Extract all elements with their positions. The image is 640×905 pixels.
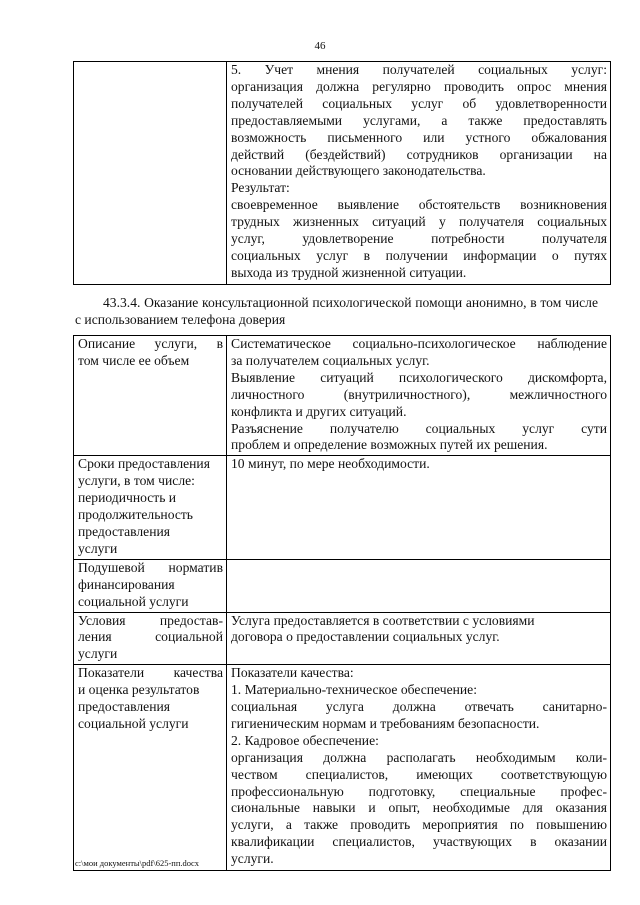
text-line: периодичность и bbox=[78, 490, 177, 506]
text-line: Разъяснение получателю социальных услуг сути bbox=[231, 420, 607, 436]
text-line: 1. Материально-техническое обеспечение: bbox=[231, 682, 477, 698]
text-line: личностного (внутриличностного), межличностного bbox=[231, 386, 607, 402]
text-line: социальной услуги bbox=[78, 715, 189, 731]
text-line: договора о предоставлении социальных услуг. bbox=[231, 629, 500, 645]
text-line: получателей социальных услуг об удовлетворенности bbox=[231, 95, 607, 111]
row-value-conditions bbox=[227, 612, 611, 665]
text-line: 2. Кадровое обеспечение: bbox=[231, 732, 379, 748]
text-line: 5. Учет мнения получателей социальных услуг: bbox=[231, 62, 607, 77]
row-value-description bbox=[227, 336, 611, 456]
text-line: предоставления bbox=[78, 699, 171, 715]
row-value-terms bbox=[227, 456, 611, 559]
text-line: Показатели качества: bbox=[231, 665, 354, 681]
service-table bbox=[73, 335, 611, 871]
text-line: Подушевой норматив bbox=[78, 559, 223, 575]
text-line: услуги, в том числе: bbox=[78, 473, 195, 489]
text-line: услуги, а также проводить мероприятия по повышению bbox=[231, 817, 607, 833]
table-cell-text bbox=[227, 62, 611, 285]
text-line: сиональные навыки и опыт, необходимые для оказания bbox=[231, 800, 607, 816]
row-label-financing bbox=[74, 559, 227, 612]
text-line: том числе ее объем bbox=[78, 352, 190, 368]
text-line: предоставления bbox=[78, 523, 171, 539]
text-line: действий (бездействий) сотрудников организации на bbox=[231, 146, 607, 162]
text-line: 10 минут, по мере необходимости. bbox=[231, 456, 430, 472]
text-line: и оценка результатов bbox=[78, 682, 200, 698]
continuation-table bbox=[73, 61, 611, 285]
section-heading: 43.3.4. Оказание консультационной психологической помощи анонимно, в том числе с использованием телефона доверия bbox=[75, 295, 598, 327]
row-label-quality bbox=[74, 665, 227, 871]
text-line: трудных жизненных ситуаций у получателя социальных bbox=[231, 214, 607, 230]
text-line: услуг, удовлетворение потребности получателя bbox=[231, 231, 607, 247]
text-line: основании действующего законодательства. bbox=[231, 163, 486, 179]
table-row bbox=[74, 336, 611, 456]
text-line: чеством специалистов, имеющих соответствующую bbox=[231, 766, 607, 782]
footer-file-path: c:\мои документы\pdf\625-пп.docx bbox=[75, 858, 200, 868]
text-line: Результат: bbox=[231, 180, 290, 196]
text-line: социальной услуги bbox=[78, 593, 189, 609]
text-line: Услуга предоставляется в соответствии с условиями bbox=[231, 612, 535, 628]
row-label-description bbox=[74, 336, 227, 456]
text-line: профессиональную подготовку, специальные профес- bbox=[231, 783, 607, 799]
text-line: Показатели качества bbox=[78, 665, 223, 681]
text-line: Систематическое социально-психологическое наблюдение bbox=[231, 336, 607, 351]
table-row bbox=[74, 665, 611, 871]
text-line: услуги bbox=[78, 540, 118, 556]
text-line: организация должна располагать необходимым коли- bbox=[231, 749, 607, 765]
table-row bbox=[74, 62, 611, 285]
table-row bbox=[74, 456, 611, 559]
page-number: 46 bbox=[314, 40, 326, 52]
row-label-terms bbox=[74, 456, 227, 559]
table-cell-empty bbox=[74, 62, 227, 285]
row-value-financing bbox=[227, 559, 611, 612]
row-label-conditions bbox=[74, 612, 227, 665]
text-line: квалификации специалистов, участвующих в оказании bbox=[231, 834, 607, 850]
text-line: финансирования bbox=[78, 576, 175, 592]
table-row bbox=[74, 559, 611, 612]
text-line: продолжительность bbox=[78, 507, 194, 523]
text-line: возможность письменного или устного обжалования bbox=[231, 129, 607, 145]
text-line: ления социальной bbox=[78, 629, 223, 645]
text-line: гигиеническим нормам и требованиям безопасности. bbox=[231, 715, 540, 731]
text-line: проблем и определение возможных путей их решения. bbox=[231, 437, 548, 453]
text-line: услуги bbox=[78, 646, 118, 662]
text-line: Сроки предоставления bbox=[78, 456, 210, 472]
text-line: предоставляемыми услугами, а также предоставлять bbox=[231, 112, 607, 128]
text-line: организация должна регулярно проводить опрос мнения bbox=[231, 78, 607, 94]
table-row bbox=[74, 612, 611, 665]
text-line: социальных услуг в получении информации о путях bbox=[231, 247, 607, 263]
text-line: своевременное выявление обстоятельств возникновения bbox=[231, 197, 607, 213]
text-line: Описание услуги, в bbox=[78, 336, 223, 351]
row-value-quality bbox=[227, 665, 611, 871]
text-line: Выявление ситуаций психологического дискомфорта, bbox=[231, 369, 607, 385]
text-line: выхода из трудной жизненной ситуации. bbox=[231, 264, 467, 280]
text-line: социальная услуга должна отвечать санитарно- bbox=[231, 699, 607, 715]
text-line: за получателем социальных услуг. bbox=[231, 352, 430, 368]
text-line: услуги. bbox=[231, 851, 274, 867]
text-line: Условия предостав- bbox=[78, 612, 223, 628]
text-line: конфликта и других ситуаций. bbox=[231, 403, 407, 419]
